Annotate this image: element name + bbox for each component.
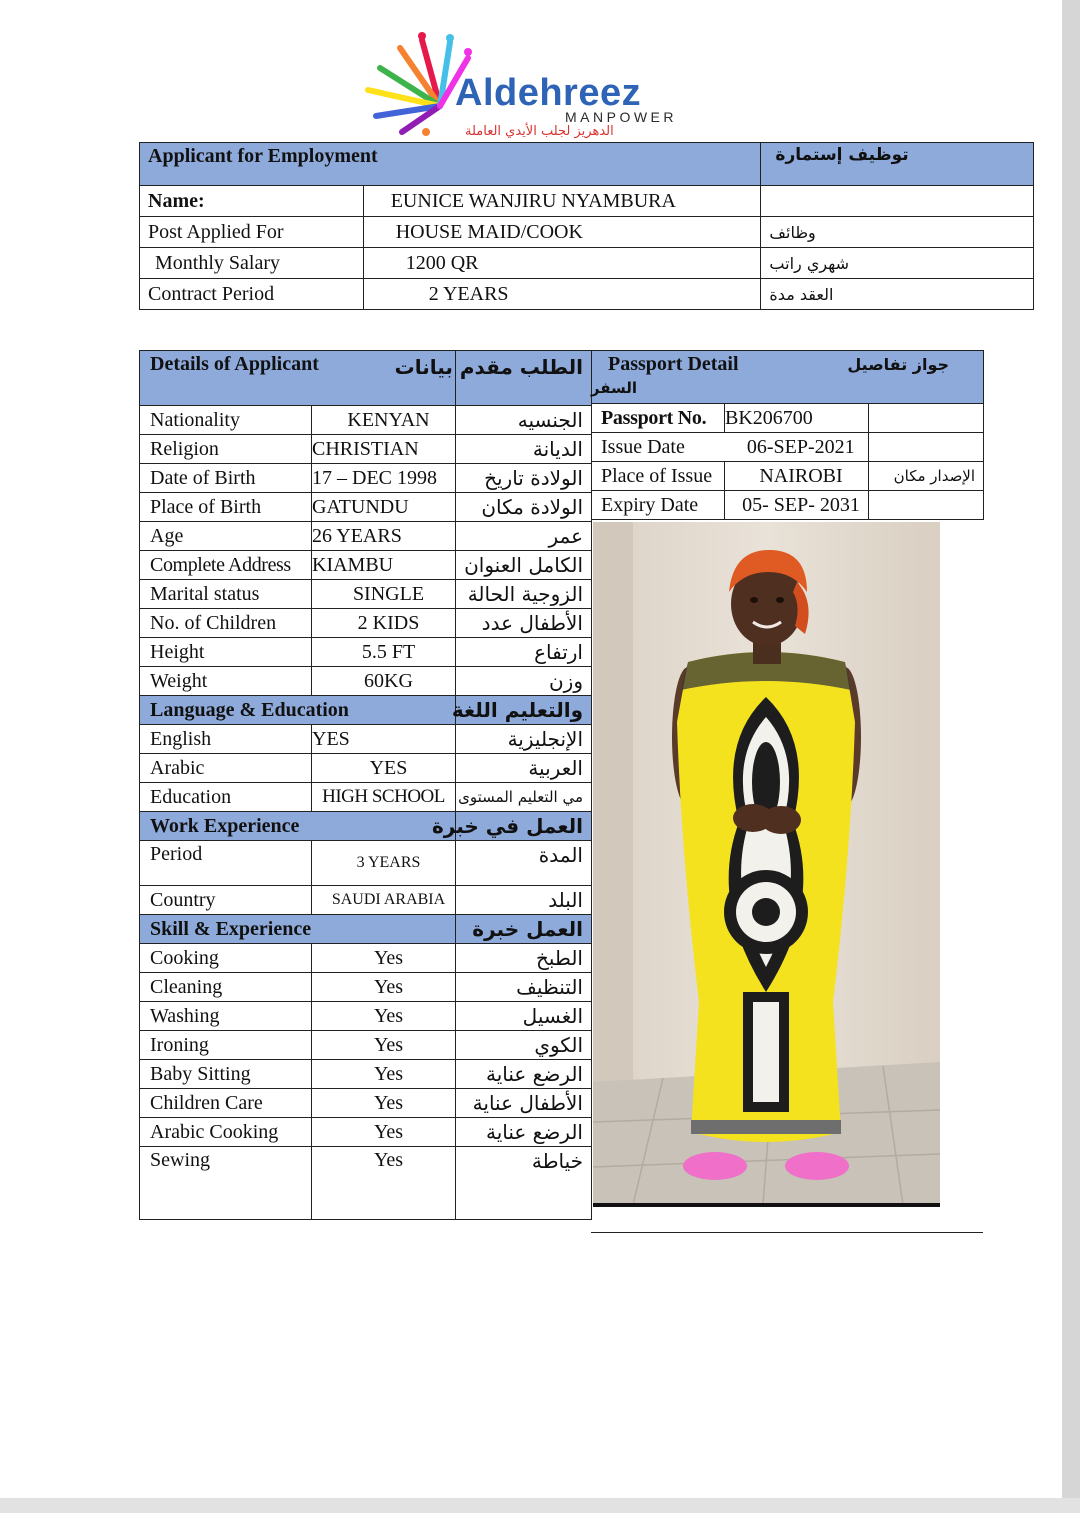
marital-ar: الزوجية الحالة (456, 580, 592, 609)
work-title: Work Experience (140, 812, 456, 841)
passport-title-ar2: السفر (590, 379, 638, 397)
religion-label: Religion (140, 435, 312, 464)
contract-label: Contract Period (140, 279, 364, 310)
children-value: 2 KIDS (312, 609, 456, 638)
expiry-ar (869, 491, 984, 520)
language-title: Language & Education (140, 696, 456, 725)
ironing-ar: الكوي (456, 1031, 592, 1060)
sewing-ar: خياطة (456, 1147, 592, 1220)
religion-ar: الديانة (456, 435, 592, 464)
contract-value: 2 YEARS (363, 279, 761, 310)
cooking-label: Cooking (140, 944, 312, 973)
expiry-label: Expiry Date (592, 491, 725, 520)
table-row (140, 1002, 592, 1031)
company-logo (360, 28, 730, 146)
name-label: Name: (140, 186, 364, 217)
weight-value: 60KG (312, 667, 456, 696)
address-ar: الكامل العنوان (456, 551, 592, 580)
table-row (140, 667, 592, 696)
table-row (140, 464, 592, 493)
nationality-value: KENYAN (312, 406, 456, 435)
employment-title-ar: توظيف إستمارة (761, 143, 1034, 186)
table-row (140, 841, 592, 886)
place-issue-value: NAIROBI (725, 462, 869, 491)
washing-ar: الغسيل (456, 1002, 592, 1031)
skills-header-row (140, 915, 592, 944)
table-row (140, 638, 592, 667)
table-row (140, 886, 592, 915)
table-row (592, 491, 984, 520)
language-title-ar: والتعليم اللغة (456, 696, 592, 725)
table-row (140, 1060, 592, 1089)
pob-value: GATUNDU (312, 493, 456, 522)
passport-no-ar (869, 404, 984, 433)
issue-date-label: Issue Date (592, 433, 725, 462)
logo-burst-icon (360, 28, 470, 138)
table-row (140, 217, 1034, 248)
religion-value: CHRISTIAN (312, 435, 456, 464)
table-row (140, 973, 592, 1002)
table-row (592, 404, 984, 433)
table-row (592, 433, 984, 462)
nationality-ar: الجنسيه (456, 406, 592, 435)
country-ar: البلد (456, 886, 592, 915)
dob-ar: الولادة تاريخ (456, 464, 592, 493)
issue-date-value: 06-SEP-2021 (725, 433, 869, 462)
babysitting-label: Baby Sitting (140, 1060, 312, 1089)
passport-title: Passport Detail (608, 353, 739, 375)
table-row (140, 754, 592, 783)
name-value: EUNICE WANJIRU NYAMBURA (363, 186, 761, 217)
passport-no-value: BK206700 (725, 404, 869, 433)
dob-value: 17 – DEC 1998 (312, 464, 456, 493)
table-row (140, 493, 592, 522)
period-value: 3 YEARS (312, 841, 456, 886)
pob-ar: الولادة مكان (456, 493, 592, 522)
table-row (140, 783, 592, 812)
passport-no-label: Passport No. (592, 404, 725, 433)
arabic-value: YES (312, 754, 456, 783)
ironing-value: Yes (312, 1031, 456, 1060)
marital-label: Marital status (140, 580, 312, 609)
height-ar: ارتفاع (456, 638, 592, 667)
nationality-label: Nationality (140, 406, 312, 435)
arabic-ar: العربية (456, 754, 592, 783)
cooking-value: Yes (312, 944, 456, 973)
weight-label: Weight (140, 667, 312, 696)
applicant-photo-image (593, 522, 940, 1205)
passport-title-ar: جواز تفاصيل (847, 355, 950, 374)
photo-bottom-border (593, 1203, 940, 1207)
period-label: Period (140, 841, 312, 886)
address-label: Complete Address (140, 551, 312, 580)
english-ar: الإنجليزية (456, 725, 592, 754)
table-row (140, 1147, 592, 1220)
skills-title-ar: العمل خبرة (456, 915, 592, 944)
weight-ar: وزن (456, 667, 592, 696)
table-row (140, 279, 1034, 310)
passport-header-row (592, 351, 984, 404)
children-ar: الأطفال عدد (456, 609, 592, 638)
language-header-row (140, 696, 592, 725)
address-value: KIAMBU (312, 551, 456, 580)
babysitting-value: Yes (312, 1060, 456, 1089)
place-issue-label: Place of Issue (592, 462, 725, 491)
arabic-label: Arabic (140, 754, 312, 783)
country-label: Country (140, 886, 312, 915)
applicant-details-table (139, 350, 592, 1220)
table-row (140, 1118, 592, 1147)
details-title-ar: الطلب مقدم بيانات (456, 351, 592, 406)
education-ar: مي التعليم المستوى (456, 783, 592, 812)
period-ar: المدة (456, 841, 592, 886)
english-label: English (140, 725, 312, 754)
country-value: SAUDI ARABIA (312, 886, 456, 915)
place-issue-ar: الإصدار مكان (869, 462, 984, 491)
post-ar: وظائف (761, 217, 1034, 248)
contract-ar: العقد مدة (761, 279, 1034, 310)
childcare-label: Children Care (140, 1089, 312, 1118)
sewing-value: Yes (312, 1147, 456, 1220)
issue-date-ar (869, 433, 984, 462)
ironing-label: Ironing (140, 1031, 312, 1060)
details-header-row (140, 351, 592, 406)
table-bottom-border (591, 1232, 983, 1233)
table-row (140, 186, 1034, 217)
table-row (140, 609, 592, 638)
brand-name: Aldehreez (455, 72, 642, 114)
arabic-cooking-value: Yes (312, 1118, 456, 1147)
details-title: Details of Applicant (140, 351, 456, 406)
table-row (140, 1031, 592, 1060)
cleaning-label: Cleaning (140, 973, 312, 1002)
cooking-ar: الطبخ (456, 944, 592, 973)
cleaning-value: Yes (312, 973, 456, 1002)
expiry-value: 05- SEP- 2031 (725, 491, 869, 520)
table-row (140, 248, 1034, 279)
table-row (140, 580, 592, 609)
washing-label: Washing (140, 1002, 312, 1031)
english-value: YES (312, 725, 456, 754)
brand-subtitle: MANPOWER (565, 109, 677, 125)
childcare-value: Yes (312, 1089, 456, 1118)
table-row (140, 551, 592, 580)
applicant-photo (593, 522, 940, 1205)
employment-summary-table (139, 142, 1034, 310)
age-label: Age (140, 522, 312, 551)
page-bottom-edge (0, 1498, 1080, 1513)
children-label: No. of Children (140, 609, 312, 638)
age-ar: عمر (456, 522, 592, 551)
name-ar (761, 186, 1034, 217)
marital-value: SINGLE (312, 580, 456, 609)
babysitting-ar: الرضع عناية (456, 1060, 592, 1089)
dob-label: Date of Birth (140, 464, 312, 493)
table-row (140, 944, 592, 973)
post-value: HOUSE MAID/COOK (363, 217, 761, 248)
table-row (592, 462, 984, 491)
salary-value: 1200 QR (363, 248, 761, 279)
work-title-ar: العمل في خبرة (456, 812, 592, 841)
brand-arabic: الدهريز لجلب الأيدي العاملة (465, 124, 614, 139)
education-label: Education (140, 783, 312, 812)
table-row (140, 435, 592, 464)
skills-title: Skill & Experience (140, 915, 456, 944)
passport-header (592, 351, 984, 404)
height-value: 5.5 FT (312, 638, 456, 667)
arabic-cooking-label: Arabic Cooking (140, 1118, 312, 1147)
table-row (140, 406, 592, 435)
childcare-ar: الأطفال عناية (456, 1089, 592, 1118)
table-row (140, 725, 592, 754)
education-value: HIGH SCHOOL (312, 783, 456, 812)
passport-details-table (591, 350, 984, 520)
page-edge (1062, 0, 1080, 1498)
table-row (140, 1089, 592, 1118)
cleaning-ar: التنظيف (456, 973, 592, 1002)
salary-ar: شهري راتب (761, 248, 1034, 279)
age-value: 26 YEARS (312, 522, 456, 551)
employment-title: Applicant for Employment (140, 143, 761, 186)
employment-header-row (140, 143, 1034, 186)
post-label: Post Applied For (140, 217, 364, 248)
washing-value: Yes (312, 1002, 456, 1031)
salary-label: Monthly Salary (140, 248, 364, 279)
arabic-cooking-ar: الرضع عناية (456, 1118, 592, 1147)
sewing-label: Sewing (140, 1147, 312, 1220)
work-header-row (140, 812, 592, 841)
height-label: Height (140, 638, 312, 667)
table-row (140, 522, 592, 551)
pob-label: Place of Birth (140, 493, 312, 522)
